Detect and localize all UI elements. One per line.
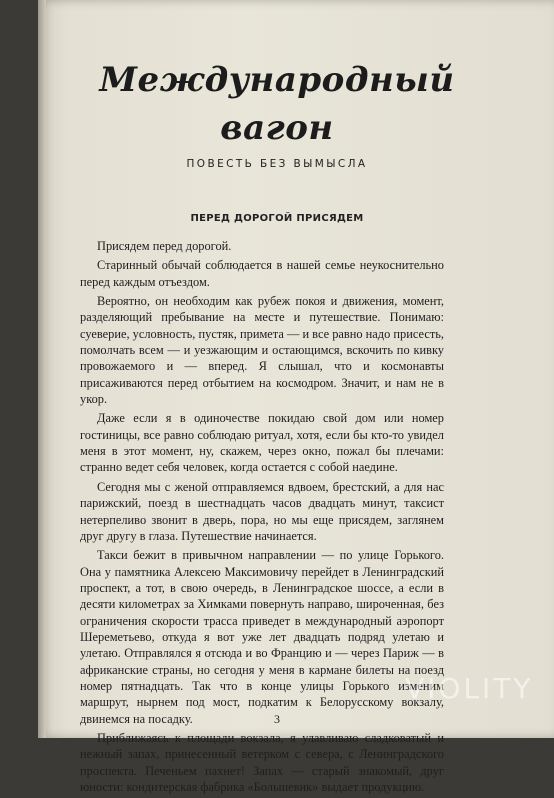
paragraph: Старинный обычай соблюдается в нашей семье неукоснительно перед каждым отъездом.	[80, 258, 444, 289]
watermark: VIOLITY	[405, 672, 534, 705]
book-title-line-1: Международный	[99, 60, 455, 100]
paragraph: Присядем перед дорогой.	[97, 239, 232, 253]
paragraph: Вероятно, он необходим как рубеж покоя и движения, момент, разделяющий пребывание на месте и путешествие. Понимаю: суеверие, условность, пустяк, примета — и все равно надо присесть, помолчать всем — и уезжающим и остающимся, вскочить по кивку провожаемого и — вперед. Я слышал, что и космонавты присаживаются перед отбытием на космодром. Значит, и нам не в укор.	[80, 294, 444, 407]
paragraph: Приближаясь к площади вокзала, я улавливаю сладковатый и нежный запах, принесенный ветерком с севера, с Ленинградского проспекта. Печеньем пахнет! Запах — старый знакомый, друг юности: кондитерская фабрика «Большевик» выдает продукцию.	[80, 730, 444, 794]
page-number: 3	[274, 712, 280, 726]
paragraph: Даже если я в одиночестве покидаю свой дом или номер гостиницы, все равно соблюдаю ритуал, хотя, если бы кто-то увидел меня в этот момент, ну, скажем, через окно, пожал бы плечами: странно ведет себя человек, когда остается с собой наедине.	[80, 411, 444, 475]
book-subtitle: ПОВЕСТЬ БЕЗ ВЫМЫСЛА	[186, 158, 368, 170]
paragraph: Такси бежит в привычном направлении — по улице Горького. Она у памятника Алексею Максимовичу перейдет в Ленинградский проспект, а тот, в свою очередь, в Ленинградское шоссе, а если в десяти километрах за Химками повернуть направо, широченная, без ограничения скорости трасса приведет в международный аэропорт Шереметьево, откуда я вот уже лет двадцать подряд улетаю и улетаю. Отправлялся я отсюда и во Францию и — через Париж — в африканские страны, но сегодня у меня в кармане билеты на поезд номер пятнадцать. Так что в конце улицы Горького изменим маршрут, нырнем под мост, подкатим к Белорусскому вокзалу, двинемся на посадку.	[80, 548, 444, 726]
paragraph: Сегодня мы с женой отправляемся вдвоем, брестский, а для нас парижский, поезд в шестнадцать часов двадцать минут, таксист нетерпеливо звонит в дверь, пора, но мы еще присядем, заглянем друг другу в глаза. Путешествие начинается.	[80, 479, 444, 543]
chapter-title: ПЕРЕД ДОРОГОЙ ПРИСЯДЕМ	[190, 213, 364, 224]
book-title-line-2: вагон	[220, 108, 334, 148]
